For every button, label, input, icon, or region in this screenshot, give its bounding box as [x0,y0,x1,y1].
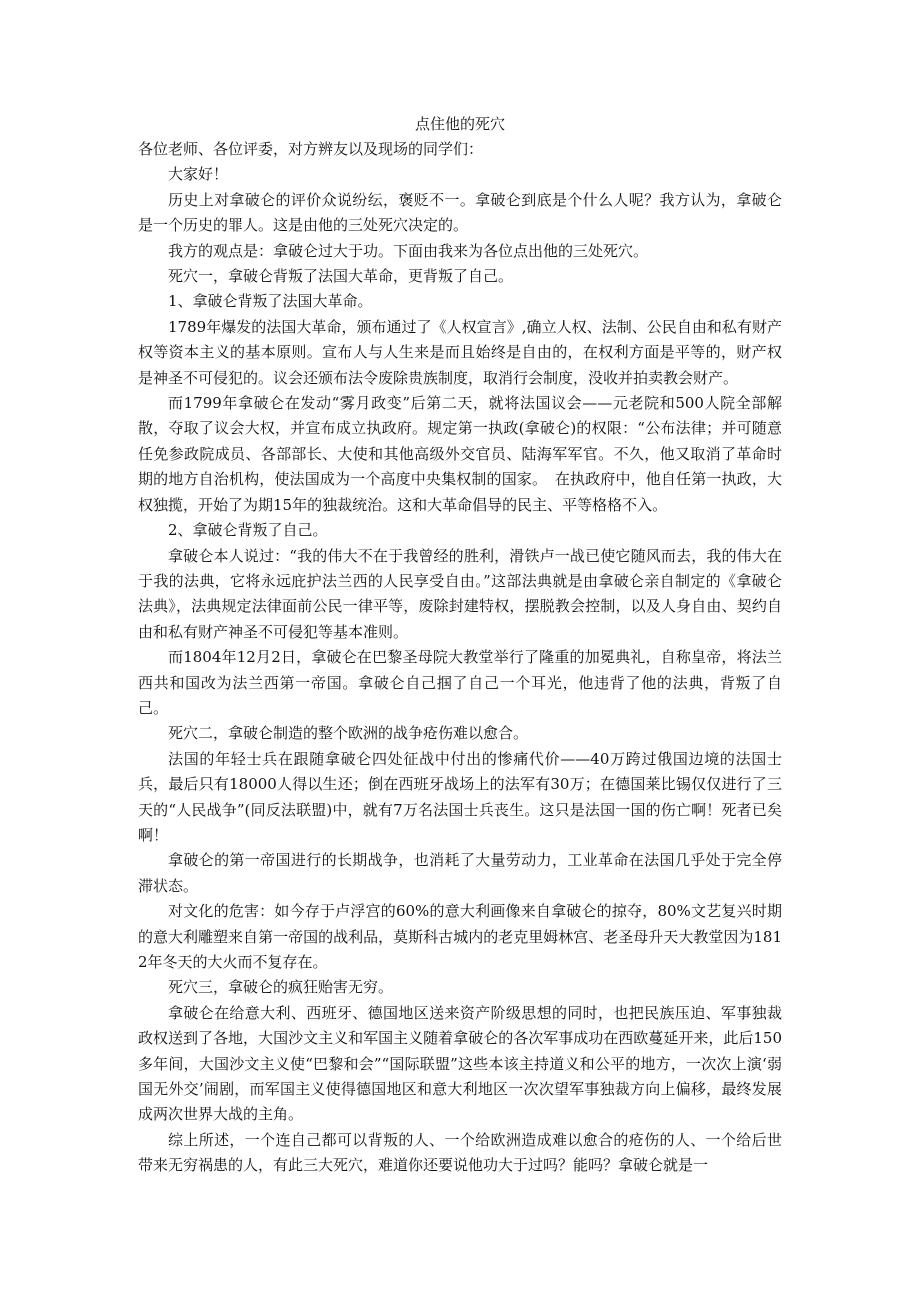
paragraph: 2、拿破仑背叛了自己。 [168,521,328,540]
paragraph: 历史上对拿破仑的评价众说纷纭，褒贬不一。拿破仑到底是个什么人呢？我方认为，拿破仑是一个历史的罪人。这是由他的三处死穴决定的。 [138,190,782,235]
paragraph: 大家好！ [168,165,229,184]
document-page [138,112,782,1179]
paragraph: 而1804年12月2日，拿破仑在巴黎圣母院大教堂举行了隆重的加冕典礼，自称皇帝，将法兰西共和国改为法兰西第一帝国。拿破仑自己掴了自己一个耳光，他违背了他的法典，背叛了自己。 [138,648,782,717]
document-title: 点住他的死穴 [414,115,505,133]
paragraph: 死穴三，拿破仑的疯狂贻害无穷。 [168,978,394,997]
paragraph: 我方的观点是：拿破仑过大于功。下面由我来为各位点出他的三处死穴。 [168,241,649,260]
paragraph: 综上所述，一个连自己都可以背叛的人、一个给欧洲造成难以愈合的疮伤的人、一个给后世带来无穷祸患的人，有此三大死穴，难道你还要说他功大于过吗？能吗？拿破仑就是一 [138,1130,782,1175]
paragraph: 死穴二，拿破仑制造的整个欧洲的战争疮伤难以愈合。 [168,724,529,743]
paragraph: 1789年爆发的法国大革命，颁布通过了《人权宣言》,确立人权、法制、公民自由和私有财产权等资本主义的基本原则。宣布人与人生来是而且始终是自由的，在权利方面是平等的，财产权是神圣不可侵犯的。议会还颁布法令废除贵族制度，取消行会制度，没收并拍卖教会财产。 [138,317,782,387]
document-body [138,162,782,1178]
paragraph: 1、拿破仑背叛了法国大革命。 [168,292,373,311]
paragraph: 拿破仑的第一帝国进行的长期战争，也消耗了大量劳动力，工业革命在法国几乎处于完全停滞状态。 [138,851,782,895]
paragraph: 拿破仑在给意大利、西班牙、德国地区送来资产阶级思想的同时，也把民族压迫、军事独裁政权送到了各地，大国沙文主义和军国主义随着拿破仑的各次军事成功在西欧蔓延开来，此后150多年间，大国沙文主义使“巴黎和会”“国际联盟”这些本该主持道义和公平的地方，一次次上演‘弱国无外交’闹剧，而军国主义使得德国地区和意大利地区一次次望军事独裁方向上偏移，最终发展成两次世界大战的主角。 [138,1003,782,1124]
paragraph: 死穴一，拿破仑背叛了法国大革命，更背叛了自己。 [168,267,514,286]
paragraph: 而1799年拿破仑在发动“雾月政变”后第二天，就将法国议会——元老院和500人院全部解散，夺取了议会大权，并宣布成立执政府。规定第一执政(拿破仑)的权限：“公布法律；并可随意任免参政院成员、各部部长、大使和其他高级外交官员、陆海军军官。不久，他又取消了革命时期的地方自治机构，使法国成为一个高度中央集权制的国家。 在执政府中，他自任第一执政，大权独揽，开始了为期15年的独裁统治。这和大革命倡导的民主、平等格格不入。 [138,394,782,514]
paragraph: 拿破仑本人说过：“我的伟大不在于我曾经的胜利，滑铁卢一战已使它随风而去，我的伟大在于我的法典，它将永远庇护法兰西的人民享受自由。”这部法典就是由拿破仑亲自制定的《拿破仑法典》，法典规定法律面前公民一律平等，废除封建特权，摆脱教会控制，以及人身自由、契约自由和私有财产神圣不可侵犯等基本准则。 [138,546,782,641]
greeting-line: 各位老师、各位评委，对方辨友以及现场的同学们： [138,140,484,158]
paragraph: 法国的年轻士兵在跟随拿破仑四处征战中付出的惨痛代价——40万跨过俄国边境的法国士兵，最后只有18000人得以生还；倒在西班牙战场上的法军有30万；在德国莱比锡仅仅进行了三天的“人民战争”(同反法联盟)中，就有7万名法国士兵丧生。这只是法国一国的伤亡啊！死者已矣啊！ [138,749,782,844]
paragraph: 对文化的危害：如今存于卢浮宫的60%的意大利画像来自拿破仑的掠夺，80%文艺复兴时期的意大利雕塑来自第一帝国的战利品，莫斯科古城内的老克里姆林宫、老圣母升天大教堂因为1812年冬天的大火而不复存在。 [138,902,782,971]
